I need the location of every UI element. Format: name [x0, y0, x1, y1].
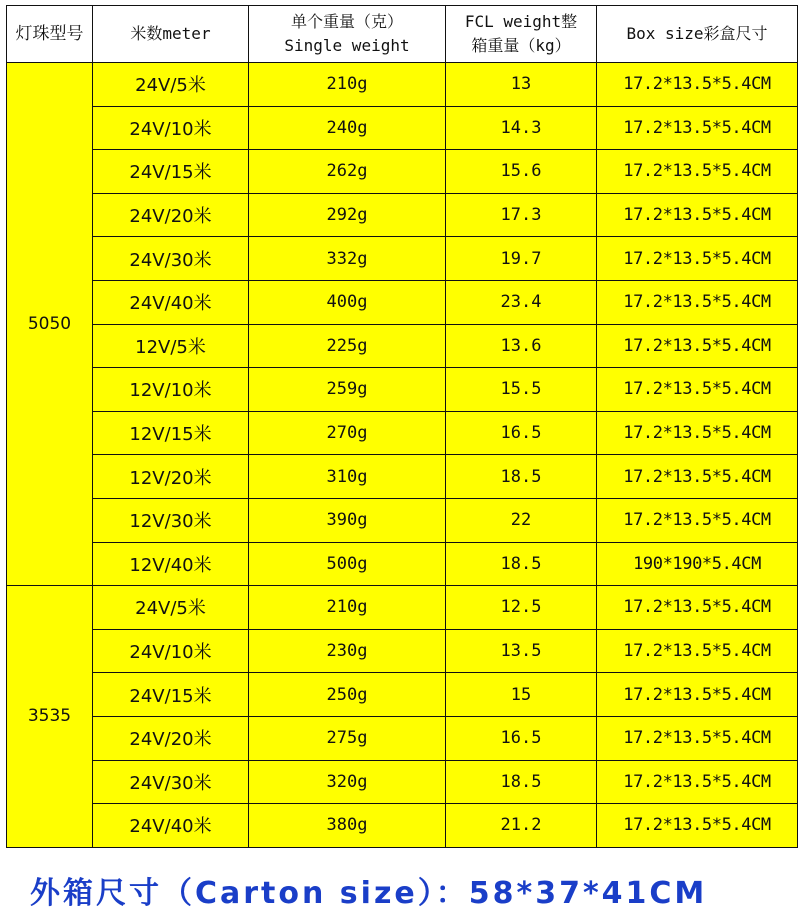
single-weight-cell: 332g — [249, 237, 446, 281]
fcl-weight-cell: 18.5 — [446, 760, 597, 804]
table-row — [7, 629, 798, 673]
table-row — [7, 673, 798, 717]
header-single-weight — [249, 6, 446, 63]
single-weight-cell: 225g — [249, 324, 446, 368]
single-weight-cell: 320g — [249, 760, 446, 804]
length-cell: 24V/15米 — [93, 673, 249, 717]
fcl-weight-cell: 21.2 — [446, 804, 597, 848]
single-weight-cell: 400g — [249, 280, 446, 324]
table-row — [7, 63, 798, 107]
fcl-weight-cell: 23.4 — [446, 280, 597, 324]
box-size-cell: 17.2*13.5*5.4CM — [597, 237, 798, 281]
table-row — [7, 586, 798, 630]
single-weight-cell: 380g — [249, 804, 446, 848]
table-row — [7, 106, 798, 150]
single-weight-cell: 230g — [249, 629, 446, 673]
table-row — [7, 150, 798, 194]
single-weight-cell: 275g — [249, 716, 446, 760]
table-body — [7, 63, 798, 848]
length-cell: 24V/10米 — [93, 629, 249, 673]
length-cell: 12V/20米 — [93, 455, 249, 499]
fcl-weight-cell: 13.6 — [446, 324, 597, 368]
length-cell: 12V/10米 — [93, 368, 249, 412]
fcl-weight-cell: 12.5 — [446, 586, 597, 630]
header-model: 灯珠型号 — [7, 6, 93, 63]
header-length: 米数meter — [93, 6, 249, 63]
table-header — [7, 6, 798, 63]
length-cell: 24V/15米 — [93, 150, 249, 194]
length-cell: 24V/20米 — [93, 193, 249, 237]
fcl-weight-cell: 18.5 — [446, 455, 597, 499]
box-size-cell: 17.2*13.5*5.4CM — [597, 760, 798, 804]
box-size-cell: 17.2*13.5*5.4CM — [597, 106, 798, 150]
table-row — [7, 542, 798, 586]
box-size-cell: 17.2*13.5*5.4CM — [597, 324, 798, 368]
table-row — [7, 760, 798, 804]
length-cell: 12V/30米 — [93, 498, 249, 542]
box-size-cell: 17.2*13.5*5.4CM — [597, 586, 798, 630]
header-box-size: Box size彩盒尺寸 — [597, 6, 798, 63]
table-row — [7, 411, 798, 455]
single-weight-cell: 250g — [249, 673, 446, 717]
single-weight-cell: 240g — [249, 106, 446, 150]
table-row — [7, 498, 798, 542]
header-row — [7, 6, 798, 63]
table-row — [7, 716, 798, 760]
fcl-weight-cell: 18.5 — [446, 542, 597, 586]
header-fcl-weight-en: FCL weight整 — [464, 12, 578, 31]
length-cell: 24V/40米 — [93, 280, 249, 324]
single-weight-cell: 500g — [249, 542, 446, 586]
fcl-weight-cell: 15.5 — [446, 368, 597, 412]
length-cell: 12V/40米 — [93, 542, 249, 586]
single-weight-cell: 310g — [249, 455, 446, 499]
table-row — [7, 368, 798, 412]
length-cell: 24V/5米 — [93, 63, 249, 107]
single-weight-cell: 262g — [249, 150, 446, 194]
header-single-weight-en: Single weight — [284, 36, 410, 55]
box-size-cell: 17.2*13.5*5.4CM — [597, 804, 798, 848]
fcl-weight-cell: 17.3 — [446, 193, 597, 237]
box-size-cell: 17.2*13.5*5.4CM — [597, 455, 798, 499]
box-size-cell: 190*190*5.4CM — [597, 542, 798, 586]
length-cell: 24V/10米 — [93, 106, 249, 150]
length-cell: 24V/30米 — [93, 760, 249, 804]
table-row — [7, 455, 798, 499]
box-size-cell: 17.2*13.5*5.4CM — [597, 193, 798, 237]
box-size-cell: 17.2*13.5*5.4CM — [597, 280, 798, 324]
length-cell: 24V/5米 — [93, 586, 249, 630]
fcl-weight-cell: 13.5 — [446, 629, 597, 673]
table-row — [7, 324, 798, 368]
box-size-cell: 17.2*13.5*5.4CM — [597, 716, 798, 760]
header-single-weight-cn: 单个重量（克） — [290, 12, 403, 31]
box-size-cell: 17.2*13.5*5.4CM — [597, 150, 798, 194]
box-size-cell: 17.2*13.5*5.4CM — [597, 411, 798, 455]
carton-size-footer: 外箱尺寸（Carton size）：58*37*41CM — [30, 876, 708, 911]
fcl-weight-cell: 22 — [446, 498, 597, 542]
table-row — [7, 237, 798, 281]
length-cell: 24V/30米 — [93, 237, 249, 281]
fcl-weight-cell: 15 — [446, 673, 597, 717]
table-row — [7, 193, 798, 237]
model-cell: 3535 — [7, 586, 93, 848]
header-fcl-weight-cn: 箱重量（kg） — [471, 36, 571, 55]
fcl-weight-cell: 19.7 — [446, 237, 597, 281]
table-row — [7, 804, 798, 848]
box-size-cell: 17.2*13.5*5.4CM — [597, 673, 798, 717]
length-cell: 12V/15米 — [93, 411, 249, 455]
spec-sheet — [6, 5, 798, 848]
single-weight-cell: 292g — [249, 193, 446, 237]
fcl-weight-cell: 13 — [446, 63, 597, 107]
length-cell: 12V/5米 — [93, 324, 249, 368]
single-weight-cell: 210g — [249, 63, 446, 107]
single-weight-cell: 390g — [249, 498, 446, 542]
box-size-cell: 17.2*13.5*5.4CM — [597, 498, 798, 542]
header-fcl-weight — [446, 6, 597, 63]
fcl-weight-cell: 16.5 — [446, 411, 597, 455]
spec-table — [6, 5, 798, 848]
single-weight-cell: 259g — [249, 368, 446, 412]
single-weight-cell: 210g — [249, 586, 446, 630]
box-size-cell: 17.2*13.5*5.4CM — [597, 368, 798, 412]
box-size-cell: 17.2*13.5*5.4CM — [597, 629, 798, 673]
fcl-weight-cell: 16.5 — [446, 716, 597, 760]
fcl-weight-cell: 14.3 — [446, 106, 597, 150]
model-cell: 5050 — [7, 63, 93, 586]
fcl-weight-cell: 15.6 — [446, 150, 597, 194]
box-size-cell: 17.2*13.5*5.4CM — [597, 63, 798, 107]
table-row — [7, 280, 798, 324]
single-weight-cell: 270g — [249, 411, 446, 455]
length-cell: 24V/40米 — [93, 804, 249, 848]
length-cell: 24V/20米 — [93, 716, 249, 760]
